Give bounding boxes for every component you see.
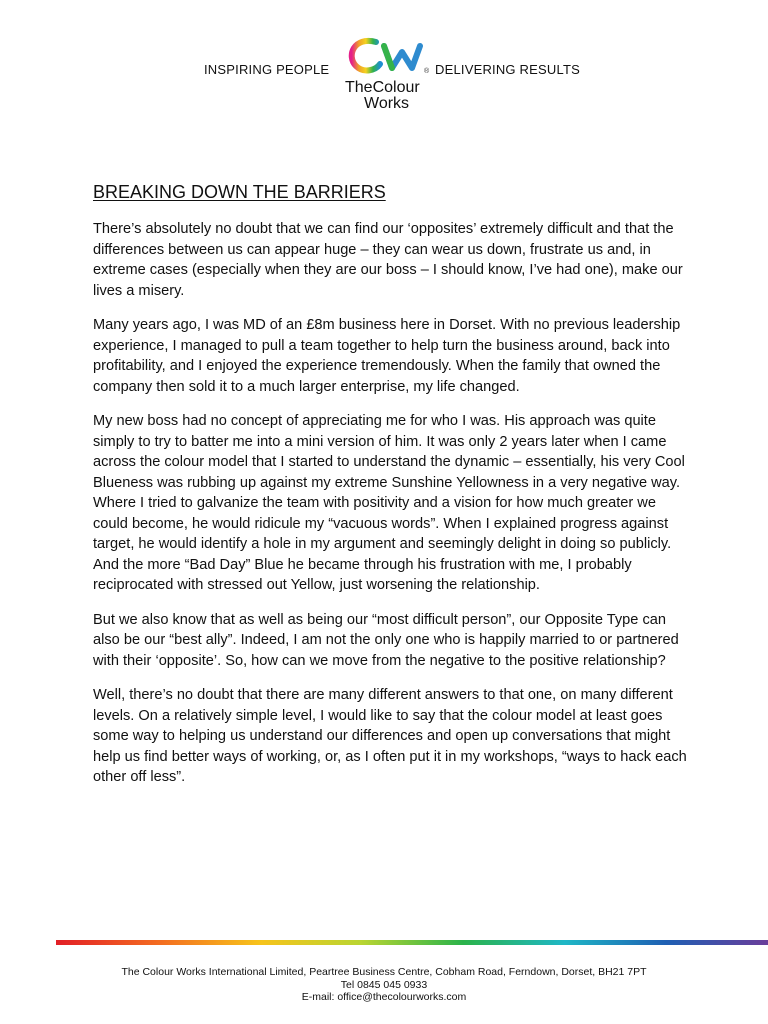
footer [0,966,768,1004]
company-logo [340,34,440,116]
footer-phone: Tel 0845 045 0933 [340,978,428,991]
footer-address: The Colour Works International Limited, Peartree Business Centre, Cobham Road, Ferndown, Dorset, BH21 7PT [121,966,647,978]
paragraph: My new boss had no concept of appreciating me for who I was. His approach was quite simply to try to batter me into a mini version of him. It was only 2 years later when I came across the colour model that I started to understand the dynamic – essentially, his very Cool Blueness was rubbing up against my extreme Sunshine Yellowness in a very negative way. Where I tried to galvanize the team with positivity and a vision for how much greater we could become, he would ridicule my “vacuous words”. When I explained progress against target, he would identify a hole in my argument and seemingly delight in doing so publicly. And the more “Bad Day” Blue he became through his frustration with me, I probably reciprocated with stressed out Yellow, just worsening the relationship. [93,413,685,593]
footer-email: E-mail: office@thecolourworks.com [301,991,467,1003]
rainbow-divider [56,940,768,945]
registered-mark: ® [424,68,430,75]
tagline-left: INSPIRING PEOPLE [204,62,330,77]
logo-subname: Works [364,95,410,112]
document-title: BREAKING DOWN THE BARRIERS [93,182,386,202]
paragraph: But we also know that as well as being our “most difficult person”, our Opposite Type can also be our “best ally”. Indeed, I am not the only one who is happily married to or partnered with their ‘opposite’. So, how can we move from the negative to the positive relationship? [93,611,679,669]
logo-name: TheColour [345,79,420,96]
paragraph: There’s absolutely no doubt that we can find our ‘opposites’ extremely difficult and that the differences between us can appear huge – they can wear us down, frustrate us and, in extreme cases (especially when they are our boss – I should know, I’ve had one), make our lives a misery. [93,221,683,299]
paragraph: Well, there’s no doubt that there are many different answers to that one, on many different levels. On a relatively simple level, I would like to say that the colour model at least goes some way to helping us understand our differences and open up conversations that might help us find better ways of working, or, as I often put it in my workshops, “ways to hack each other off less”. [93,687,687,785]
colour-works-logo-icon [342,34,428,78]
paragraph: Many years ago, I was MD of an £8m business here in Dorset. With no previous leadership experience, I managed to pull a team together to help turn the business around, back into profitability, and I enjoyed the experience tremendously. When the family that owned the company then sold it to a much larger enterprise, my life changed. [93,317,681,395]
document-body [93,219,693,802]
letterhead [0,32,768,116]
tagline-right: DELIVERING RESULTS [435,62,580,77]
